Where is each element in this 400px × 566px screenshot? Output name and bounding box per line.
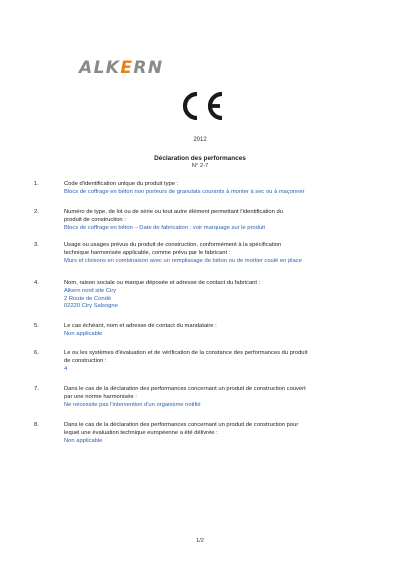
document-title: Déclaration des performances	[154, 155, 246, 162]
item-question: Nom, raison sociale ou marque déposée et adresse de contact du fabricant :	[64, 280, 261, 286]
item-answer: Ne nécessite pas l'intervention d'un organisme notifié	[64, 401, 201, 408]
item-number: 2.	[34, 209, 39, 215]
ce-mark-icon	[175, 90, 227, 122]
item-question: Numéro de type, de lot ou de série ou tout autre élément permettant l'identification du	[64, 209, 283, 215]
page-number: 1/2	[196, 538, 204, 544]
year: 2012	[193, 137, 207, 143]
item-question: Dans le cas de la déclaration des performances concernant un produit de construction couvert	[64, 386, 306, 392]
item-number: 7.	[34, 386, 39, 392]
item-number: 6.	[34, 350, 39, 356]
item-question: technique harmonisée applicable, comme prévu par le fabricant :	[64, 249, 231, 256]
item-question: lequel une évaluation technique européenne a été délivrée :	[64, 429, 218, 436]
alkern-logo	[79, 58, 164, 78]
document-number: N° 2-7	[191, 163, 209, 169]
item-question: Dans le cas de la déclaration des performances concernant un produit de construction pour	[64, 422, 299, 428]
item-number: 1.	[34, 181, 39, 187]
logo-text: ALKERN	[79, 58, 164, 78]
item-question: par une norme harmonisée :	[64, 393, 137, 400]
item-answer: Non applicable	[64, 330, 103, 337]
item-question: Usage ou usages prévus du produit de construction, conformément à la spécification	[64, 242, 282, 248]
item-answer: Blocs de coffrage en béton non porteurs de granulats courants à monter à sec ou à maçonner	[64, 188, 305, 195]
item-answer: 2 Route de Condé	[64, 295, 112, 302]
item-answer: 02220 Ciry Salsogne	[64, 303, 118, 310]
item-question: de construction :	[64, 357, 107, 364]
item-number: 8.	[34, 422, 39, 428]
item-answer: 4	[64, 365, 68, 372]
item-answer: Alkern nord site Ciry	[64, 287, 117, 294]
item-number: 5.	[34, 323, 39, 329]
item-answer: Blocs de coffrage en béton – Date de fabrication : voir marquage sur le produit	[64, 224, 265, 231]
item-question: Code d'identification unique du produit type :	[64, 181, 179, 187]
item-question: produit de construction :	[64, 216, 126, 223]
item-question: Le ou les systèmes d'évaluation et de vérification de la constance des performances du produit	[64, 350, 308, 356]
item-number: 4.	[34, 280, 39, 286]
item-number: 3.	[34, 242, 39, 248]
item-answer: Non applicable	[64, 437, 103, 444]
item-answer: Murs et cloisons en combinaison avec un remplissage de béton ou de mortier coulé en place	[64, 257, 302, 264]
item-question: Le cas échéant, nom et adresse de contact du mandataire :	[64, 323, 217, 329]
